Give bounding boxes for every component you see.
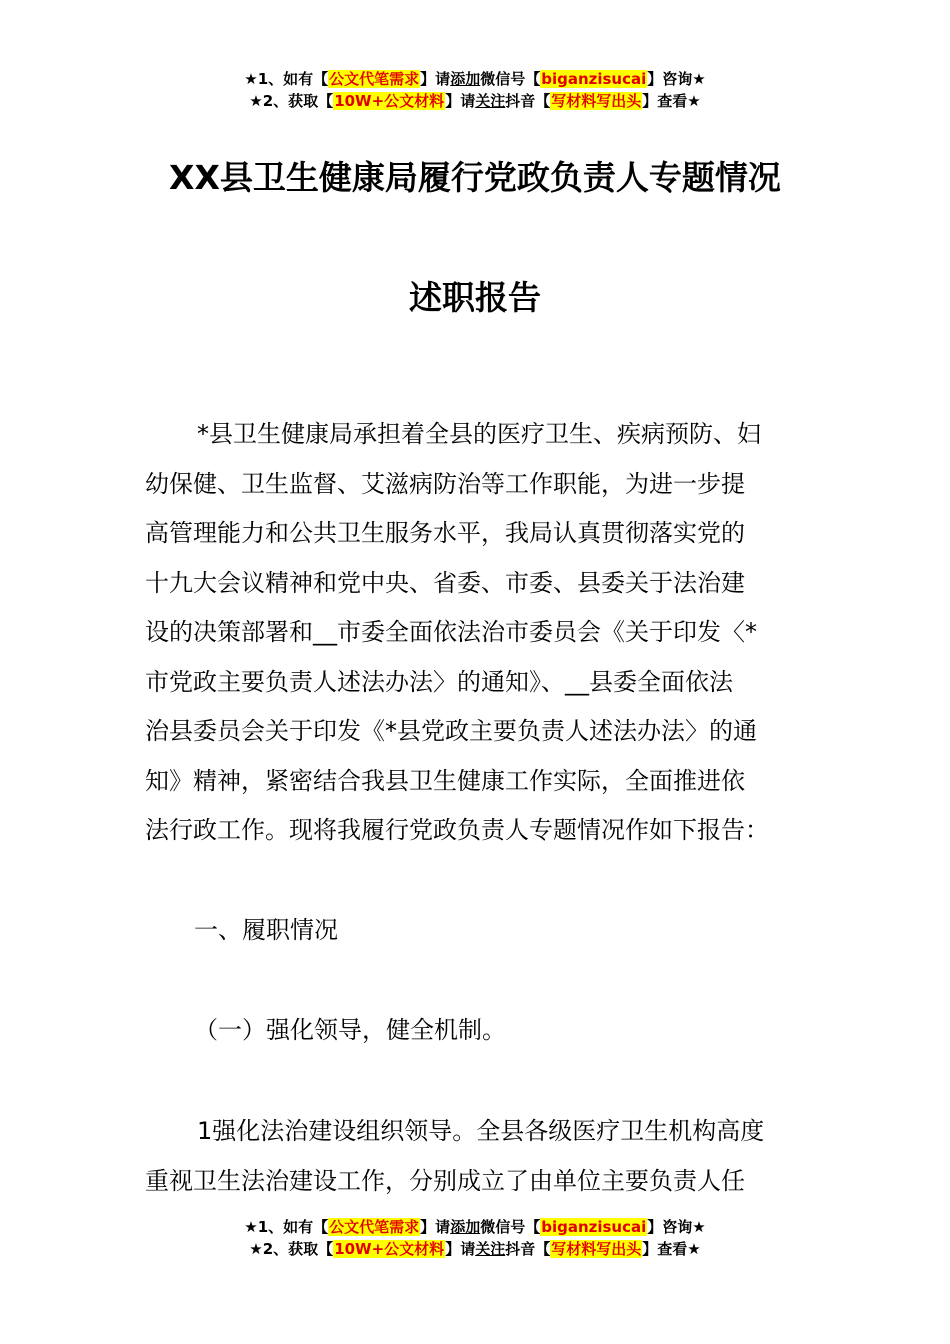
paragraph-intro [145,410,807,856]
text-line: 1强化法治建设组织领导。全县各级医疗卫生机构高度 [197,1117,765,1145]
promo-highlight: 公文代笔需求 [329,70,420,88]
text-line: 重视卫生法治建设工作，分别成立了由单位主要负责人任 [145,1166,745,1195]
promo-line-1: ★1、如有【公文代笔需求】请添加微信号【biganzisucai】咨询★ [244,70,706,88]
promo-line-2: ★2、获取【10W+公文材料】请关注抖音【写材料写出头】查看★ [249,92,701,110]
promo-banner-top [0,68,950,112]
text-line: 高管理能力和公共卫生服务水平，我局认真贯彻落实党的 [145,519,745,547]
promo-highlight: 写材料写出头 [551,1240,642,1258]
text-line: 十九大会议精神和党中央、省委、市委、县委关于法治建 [145,568,745,597]
section-heading: 一、履职情况 [194,916,338,944]
promo-highlight: 公文代笔需求 [329,1218,420,1236]
promo-line-1: ★1、如有【公文代笔需求】请添加微信号【biganzisucai】咨询★ [244,1218,706,1236]
promo-highlight: 写材料写出头 [551,92,642,110]
text-line: *县卫生健康局承担着全县的医疗卫生、疾病预防、妇 [197,420,761,448]
document-title-line-1: XX县卫生健康局履行党政负责人专题情况 [169,158,781,197]
promo-highlight: 10W+公文材料 [334,92,445,110]
text-line: 设的决策部署和__市委全面依法治市委员会《关于印发〈* [145,618,757,646]
text-line: 法行政工作。现将我履行党政负责人专题情况作如下报告： [145,816,769,844]
text-line: 治县委员会关于印发《*县党政主要负责人述法办法〉的通 [145,717,757,745]
promo-highlight: biganzisucai [541,70,647,88]
promo-banner-bottom [0,1216,950,1260]
document-title-line-2: 述职报告 [409,278,541,317]
text-line: 知》精神，紧密结合我县卫生健康工作实际，全面推进依 [145,766,745,795]
text-line: 幼保健、卫生监督、艾滋病防治等工作职能，为进一步提 [145,469,745,498]
promo-line-2: ★2、获取【10W+公文材料】请关注抖音【写材料写出头】查看★ [249,1240,701,1258]
paragraph-item-1 [145,1107,807,1206]
text-line: 市党政主要负责人述法办法〉的通知》、__县委全面依法 [145,667,733,696]
subsection-heading: （一）强化领导，健全机制。 [194,1016,506,1044]
promo-highlight: 10W+公文材料 [334,1240,445,1258]
promo-highlight: biganzisucai [541,1218,647,1236]
